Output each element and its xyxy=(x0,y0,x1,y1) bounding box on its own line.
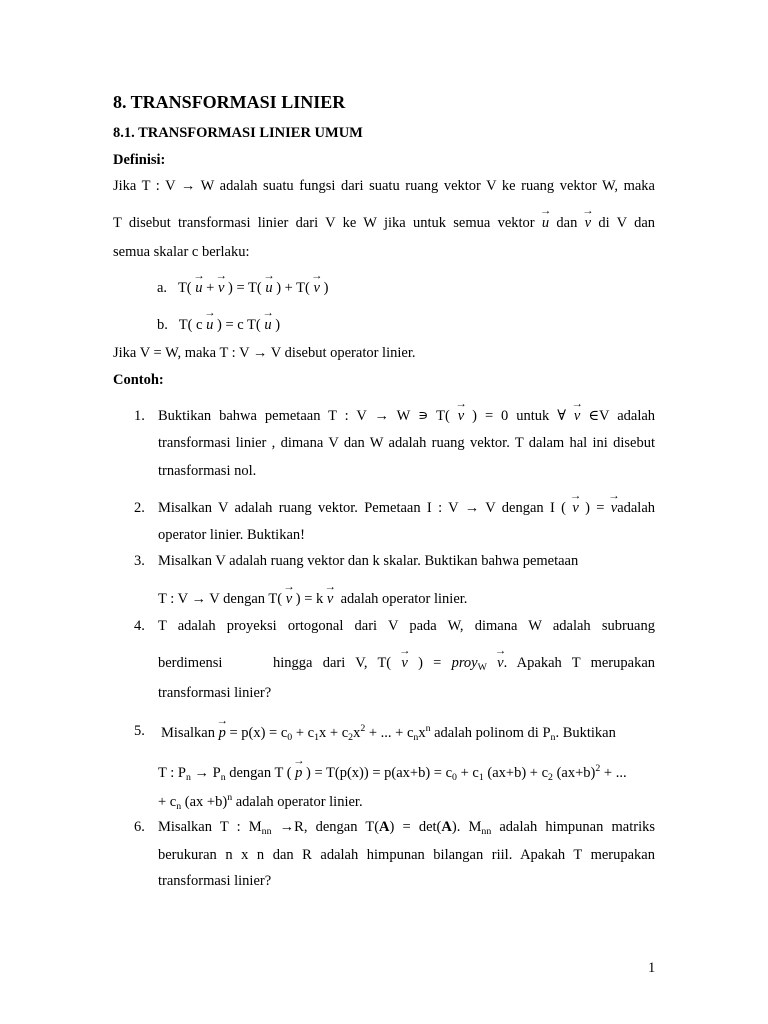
example-5-line-1: Misalkan → $p = p(x) = c_0 + c_1x + c_2x^2$ + ... + $c_nx^n$ adalah polinom di $P_n$. Buktikan xyxy=(161,723,616,743)
example-5-line-3: + $c_n$ (ax +b)$^n$ adalah operator linier. xyxy=(158,792,363,812)
page-title: 8. TRANSFORMASI LINIER xyxy=(113,92,346,112)
list-number: 4. xyxy=(134,618,145,634)
example-label: Contoh: xyxy=(113,372,164,388)
section-heading: 8.1. TRANSFORMASI LINIER UMUM xyxy=(113,125,363,141)
definition-line-3: semua skalar c berlaku: xyxy=(113,244,250,260)
example-1-line-1: Buktikan bahwa pemetaan T : V → W ∍ T( → v ) = 0 untuk ∀ → v ∈V adalah xyxy=(158,408,655,425)
page-number: 1 xyxy=(648,960,656,976)
list-number: 3. xyxy=(134,553,145,569)
example-6-line-2: berukuran n x n dan R adalah himpunan bilangan riil. Apakah T merupakan xyxy=(158,847,655,863)
definition-line-1: Jika T : V → W adalah suatu fungsi dari suatu ruang vektor V ke ruang vektor W, maka xyxy=(113,178,655,194)
example-4-line-1: T adalah proyeksi ortogonal dari V pada W, dimana W adalah subruang xyxy=(158,618,655,634)
vector-u: → u xyxy=(542,215,549,232)
example-1-line-3: trnasformasi nol. xyxy=(158,463,257,479)
operator-definition: Jika V = W, maka T : V → V disebut operator linier. xyxy=(113,345,416,361)
condition-a: a. T( → u + → v ) = T( → u ) + T( → v ) xyxy=(157,280,328,297)
list-number: 5. xyxy=(134,723,145,739)
list-number: 2. xyxy=(134,500,145,516)
example-5-line-2: T : $P_n \to P_n$ dengan T ( → p ) = $T(p(x)) = p(ax+b) = c_0 + c_1$ $(ax+b) + c_2$ $(ax+b)^2$ + ... xyxy=(158,763,627,783)
condition-b: b. T( c → u ) = c T( → u ) xyxy=(157,317,280,334)
example-6-line-1: Misalkan T : $M_{nn} \to R$, dengan T(A) = det(A). $M_{nn}$ adalah himpunan matriks xyxy=(158,819,655,837)
example-6-line-3: transformasi linier? xyxy=(158,873,272,889)
example-2-line-1: Misalkan V adalah ruang vektor. Pemetaan I : V → V dengan I ( → v ) = → vadalah xyxy=(158,500,655,517)
example-4-line-2: hingga dari V, T( → v ) = proy$_W$ → v. Apakah T merupakan xyxy=(273,655,655,673)
definition-line-2: T disebut transformasi linier dari V ke W jika untuk semua vektor → u dan → v di V dan xyxy=(113,215,655,232)
example-2-line-2: operator linier. Buktikan! xyxy=(158,527,305,543)
example-3-line-2: T : V → V dengan T( → v ) = k → v adalah operator linier. xyxy=(158,591,467,608)
example-4-line-3: transformasi linier? xyxy=(158,685,272,701)
definition-label: Definisi: xyxy=(113,152,166,168)
vector-v: → v xyxy=(585,215,591,232)
example-4-label: berdimensi xyxy=(158,655,223,671)
example-3-line-1: Misalkan V adalah ruang vektor dan k skalar. Buktikan bahwa pemetaan xyxy=(158,553,579,569)
list-number: 6. xyxy=(134,819,145,835)
list-number: 1. xyxy=(134,408,145,424)
example-1-line-2: transformasi linier , dimana V dan W adalah ruang vektor. T dalam hal ini disebut xyxy=(158,435,655,451)
